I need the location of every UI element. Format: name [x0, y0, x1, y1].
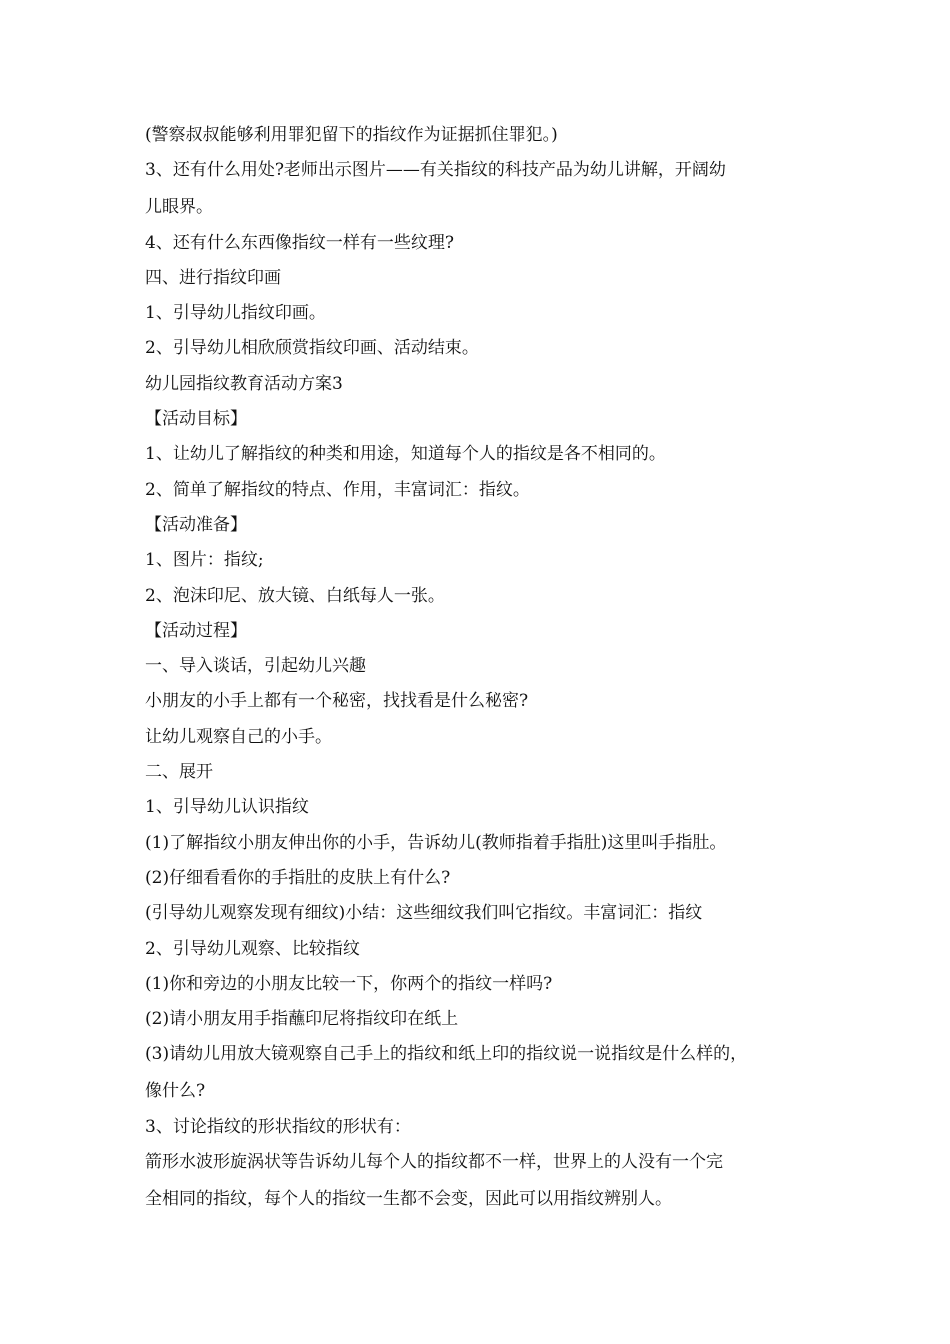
text-line: (引导幼儿观察发现有细纹)小结：这些细纹我们叫它指纹。丰富词汇：指纹 — [145, 903, 703, 924]
text-line: 2、简单了解指纹的特点、作用，丰富词汇：指纹。 — [145, 479, 530, 500]
section-heading: 四、进行指纹印画 — [145, 267, 281, 288]
text-line: 2、泡沫印尼、放大镜、白纸每人一张。 — [145, 585, 445, 606]
text-line: 1、引导幼儿指纹印画。 — [145, 303, 326, 324]
section-heading: 【活动准备】 — [145, 514, 247, 535]
text-line: 小朋友的小手上都有一个秘密，找找看是什么秘密? — [145, 691, 529, 712]
text-line: 2、引导幼儿观察、比较指纹 — [145, 938, 360, 959]
section-heading: 【活动过程】 — [145, 620, 247, 641]
section-heading: 二、展开 — [145, 762, 213, 783]
text-line: 箭形水波形旋涡状等告诉幼儿每个人的指纹都不一样，世界上的人没有一个完 — [145, 1152, 723, 1173]
text-line: 让幼儿观察自己的小手。 — [145, 726, 332, 747]
text-line: 1、图片：指纹; — [145, 550, 264, 571]
text-line: (警察叔叔能够利用罪犯留下的指纹作为证据抓住罪犯。) — [145, 125, 558, 145]
text-line: 儿眼界。 — [145, 197, 213, 218]
text-line: (1)了解指纹小朋友伸出你的小手，告诉幼儿(教师指着手指肚)这里叫手指肚。 — [145, 832, 727, 853]
section-heading: 【活动目标】 — [145, 409, 247, 430]
text-line: 1、引导幼儿认识指纹 — [145, 797, 309, 818]
text-line: (2)请小朋友用手指蘸印尼将指纹印在纸上 — [145, 1009, 459, 1030]
section-heading: 一、导入谈话，引起幼儿兴趣 — [145, 656, 366, 677]
text-line: 4、还有什么东西像指纹一样有一些纹理? — [145, 232, 454, 253]
document-title: 幼儿园指纹教育活动方案3 — [145, 373, 343, 394]
document-body — [145, 118, 835, 1217]
text-line: (1)你和旁边的小朋友比较一下，你两个的指纹一样吗? — [145, 973, 553, 994]
text-line: 3、讨论指纹的形状指纹的形状有： — [145, 1116, 411, 1137]
text-line: 2、引导幼儿相欣颀赏指纹印画、活动结束。 — [145, 338, 479, 359]
text-line: 全相同的指纹，每个人的指纹一生都不会变，因此可以用指纹辨别人。 — [145, 1189, 672, 1210]
text-line: (3)请幼儿用放大镜观察自己手上的指纹和纸上印的指纹说一说指纹是什么样的， — [145, 1044, 748, 1065]
text-line: 3、还有什么用处?老师出示图片——有关指纹的科技产品为幼儿讲解，开阔幼 — [145, 160, 726, 181]
text-line: (2)仔细看看你的手指肚的皮肤上有什么? — [145, 867, 451, 888]
text-line: 像什么? — [145, 1081, 206, 1102]
text-line: 1、让幼儿了解指纹的种类和用途，知道每个人的指纹是各不相同的。 — [145, 444, 666, 465]
